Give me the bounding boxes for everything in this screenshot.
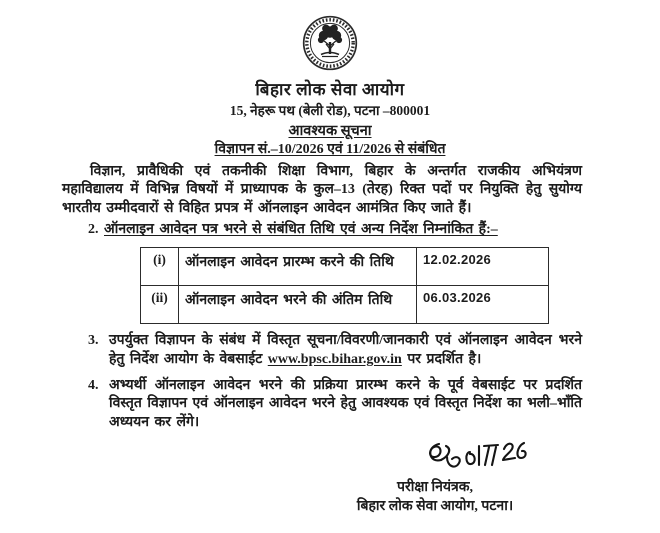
row-date: 06.03.2026: [417, 286, 549, 324]
item-3-text-after: पर प्रदर्शित है।: [401, 351, 482, 367]
notice-label: आवश्यक सूचना: [288, 123, 372, 139]
signatory-org: बिहार लोक सेवा आयोग, पटना।: [356, 499, 514, 515]
signatory-title: परीक्षा नियंत्रक,: [397, 480, 473, 496]
seal-container: [0, 0, 660, 76]
item-4: [88, 377, 582, 432]
signature-icon: [424, 437, 530, 475]
item-2-heading: [88, 221, 600, 239]
bpsc-seal-icon: [302, 15, 358, 71]
subject-line: विज्ञापन सं.–10/2026 एवं 11/2026 से संबंधित: [214, 142, 446, 157]
row-description: ऑनलाइन आवेदन भरने की अंतिम तिथि: [179, 286, 417, 324]
row-serial: (ii): [141, 286, 179, 324]
dates-table: [140, 247, 549, 324]
row-description: ऑनलाइन आवेदन प्रारम्भ करने की तिथि: [179, 248, 417, 286]
website-link: www.bpsc.bihar.gov.in: [267, 351, 402, 367]
table-row: [141, 248, 549, 286]
table-row: [141, 286, 549, 324]
intro-paragraph: विज्ञान, प्रावैधिकी एवं तकनीकी शिक्षा विभाग, बिहार के अन्तर्गत राजकीय अभियंत्रण महाविद्यालय में विभिन्न विषयों में प्राध्यापक के कुल–13 (तेरह) रिक्त पदों पर नियुक्ति हेतु सुयोग्य भारतीय उम्मीदवारों से विहित प्रपत्र में ऑनलाइन आवेदन आमंत्रित किए जाते हैं।: [62, 164, 582, 216]
item-4-number: 4.: [88, 378, 99, 394]
signatory-block: [344, 478, 526, 516]
row-date: 12.02.2026: [417, 248, 549, 286]
row-serial: (i): [141, 248, 179, 286]
item-3-number: 3.: [88, 333, 99, 349]
item-3: [88, 332, 582, 369]
item-2-number: 2.: [88, 222, 99, 238]
item-3-text: [109, 332, 582, 369]
item-4-text: अभ्यर्थी ऑनलाइन आवेदन भरने की प्रक्रिया प्रारम्भ करने के पूर्व वेबसाईट पर प्रदर्शित विस्तृत विज्ञापन एवं ऑनलाइन आवेदन भरने हेतु आवश्यक एवं विस्तृत निर्देश का भली–भाँति अध्ययन कर लेंगे।: [109, 378, 582, 430]
item-3-text-before: उपर्युक्त विज्ञापन के संबंध में विस्तृत सूचना/विवरणी/जानकारी एवं ऑनलाइन आवेदन भरने हेतु निर्देश आयोग के वेबसाईट: [109, 333, 582, 367]
org-name: बिहार लोक सेवा आयोग: [255, 80, 405, 99]
org-address: 15, नेहरू पथ (बेली रोड), पटना –800001: [229, 103, 431, 118]
item-2-text: ऑनलाइन आवेदन पत्र भरने से संबंधित तिथि एवं अन्य निर्देश निम्नांकित हैं:–: [104, 222, 498, 238]
